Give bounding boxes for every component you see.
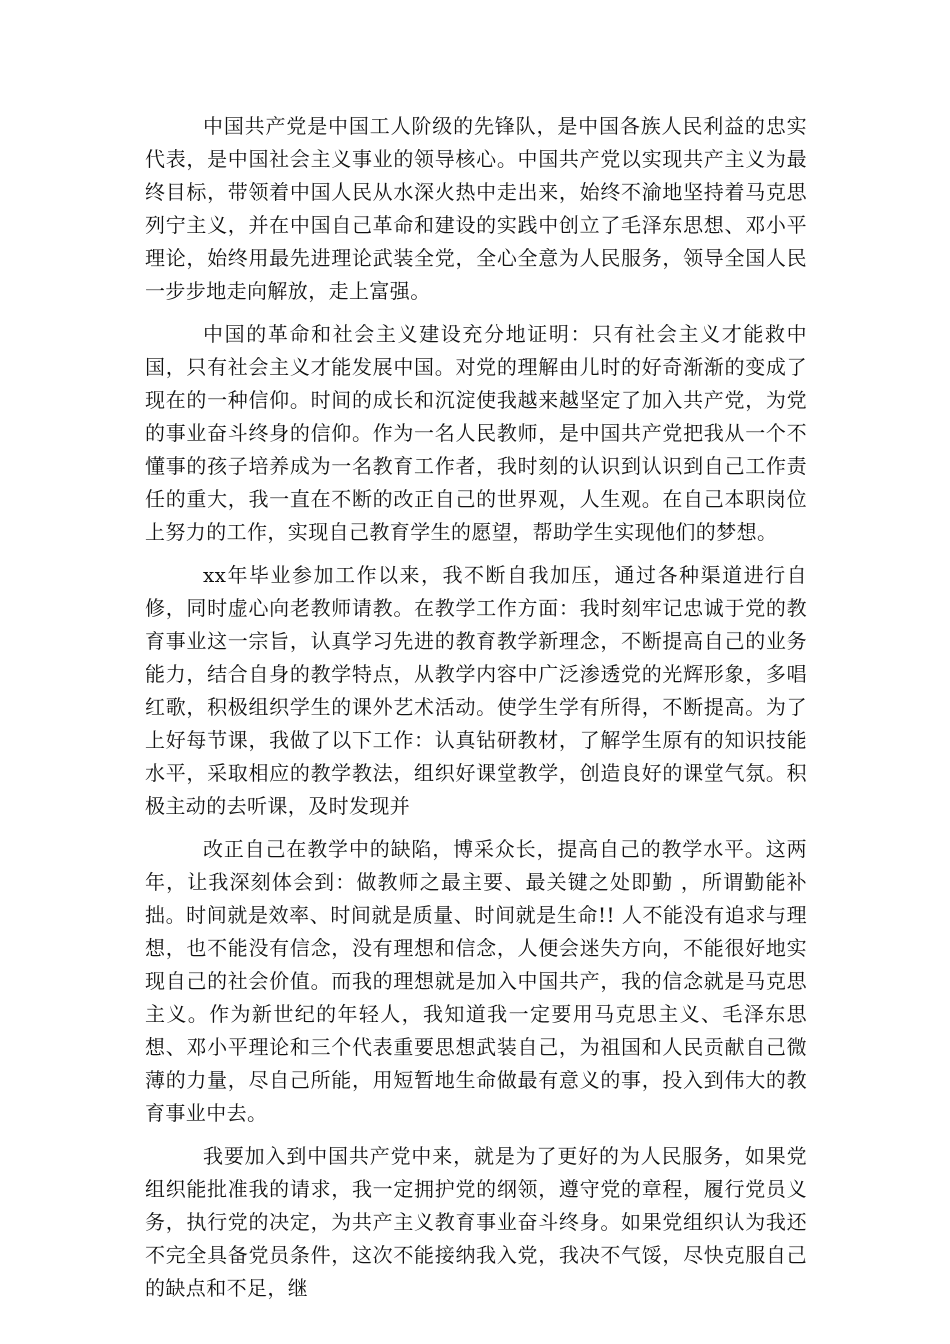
document-body bbox=[145, 110, 807, 1315]
paragraph-4: 改正自己在教学中的缺陷，博采众长，提高自己的教学水平。这两年，让我深刻体会到：做教师之最主要、最关键之处即勤 ，所谓勤能补拙。时间就是效率、时间就是质量、时间就是生命!! 人不能没有追求与理想，也不能没有信念，没有理想和信念，人便会迷失方向，不能很好地实现自己的社会价值。而我的理想就是加入中国共产，我的信念就是马克思主义。作为新世纪的年轻人，我知道我一定要用马克思主义、毛泽东思想、邓小平理论和三个代表重要思想武装自己，为祖国和人民贡献自己微薄的力量，尽自己所能，用短暂地生命做最有意义的事，投入到伟大的教育事业中去。 bbox=[145, 837, 807, 1125]
paragraph-1: 中国共产党是中国工人阶级的先锋队，是中国各族人民利益的忠实代表，是中国社会主义事业的领导核心。中国共产党以实现共产主义为最终目标，带领着中国人民从水深火热中走出来，始终不渝地坚持着马克思列宁主义，并在中国自己革命和建设的实践中创立了毛泽东思想、邓小平理论，始终用最先进理论武装全党，全心全意为人民服务，领导全国人民一步步地走向解放，走上富强。 bbox=[145, 114, 807, 303]
paragraph-2: 中国的革命和社会主义建设充分地证明：只有社会主义才能救中国，只有社会主义才能发展中国。对党的理解由儿时的好奇渐渐的变成了现在的一种信仰。时间的成长和沉淀使我越来越坚定了加入共产党，为党的事业奋斗终身的信仰。作为一名人民教师，是中国共产党把我从一个不懂事的孩子培养成为一名教育工作者，我时刻的认识到认识到自己工作责任的重大，我一直在不断的改正自己的世界观，人生观。在自己本职岗位上努力的工作，实现自己教育学生的愿望，帮助学生实现他们的梦想。 bbox=[145, 322, 807, 544]
paragraph-3: xx年毕业参加工作以来，我不断自我加压，通过各种渠道进行自修，同时虚心向老教师请教。在教学工作方面：我时刻牢记忠诚于党的教育事业这一宗旨，认真学习先进的教育教学新理念，不断提高自己的业务能力，结合自身的教学特点，从教学内容中广泛渗透党的光辉形象，多唱红歌，积极组织学生的课外艺术活动。使学生学有所得，不断提高。为了上好每节课，我做了以下工作：认真钻研教材，了解学生原有的知识技能水平，采取相应的教学教法，组织好课堂教学，创造良好的课堂气氛。积极主动的去听课，及时发现并 bbox=[145, 563, 807, 818]
paragraph-5: 我要加入到中国共产党中来，就是为了更好的为人民服务，如果党组织能批准我的请求，我一定拥护党的纲领，遵守党的章程，履行党员义务，执行党的决定，为共产主义教育事业奋斗终身。如果党组织认为我还不完全具备党员条件，这次不能接纳我入党，我决不气馁，尽快克服自己的缺点和不足，继 bbox=[145, 1144, 807, 1300]
